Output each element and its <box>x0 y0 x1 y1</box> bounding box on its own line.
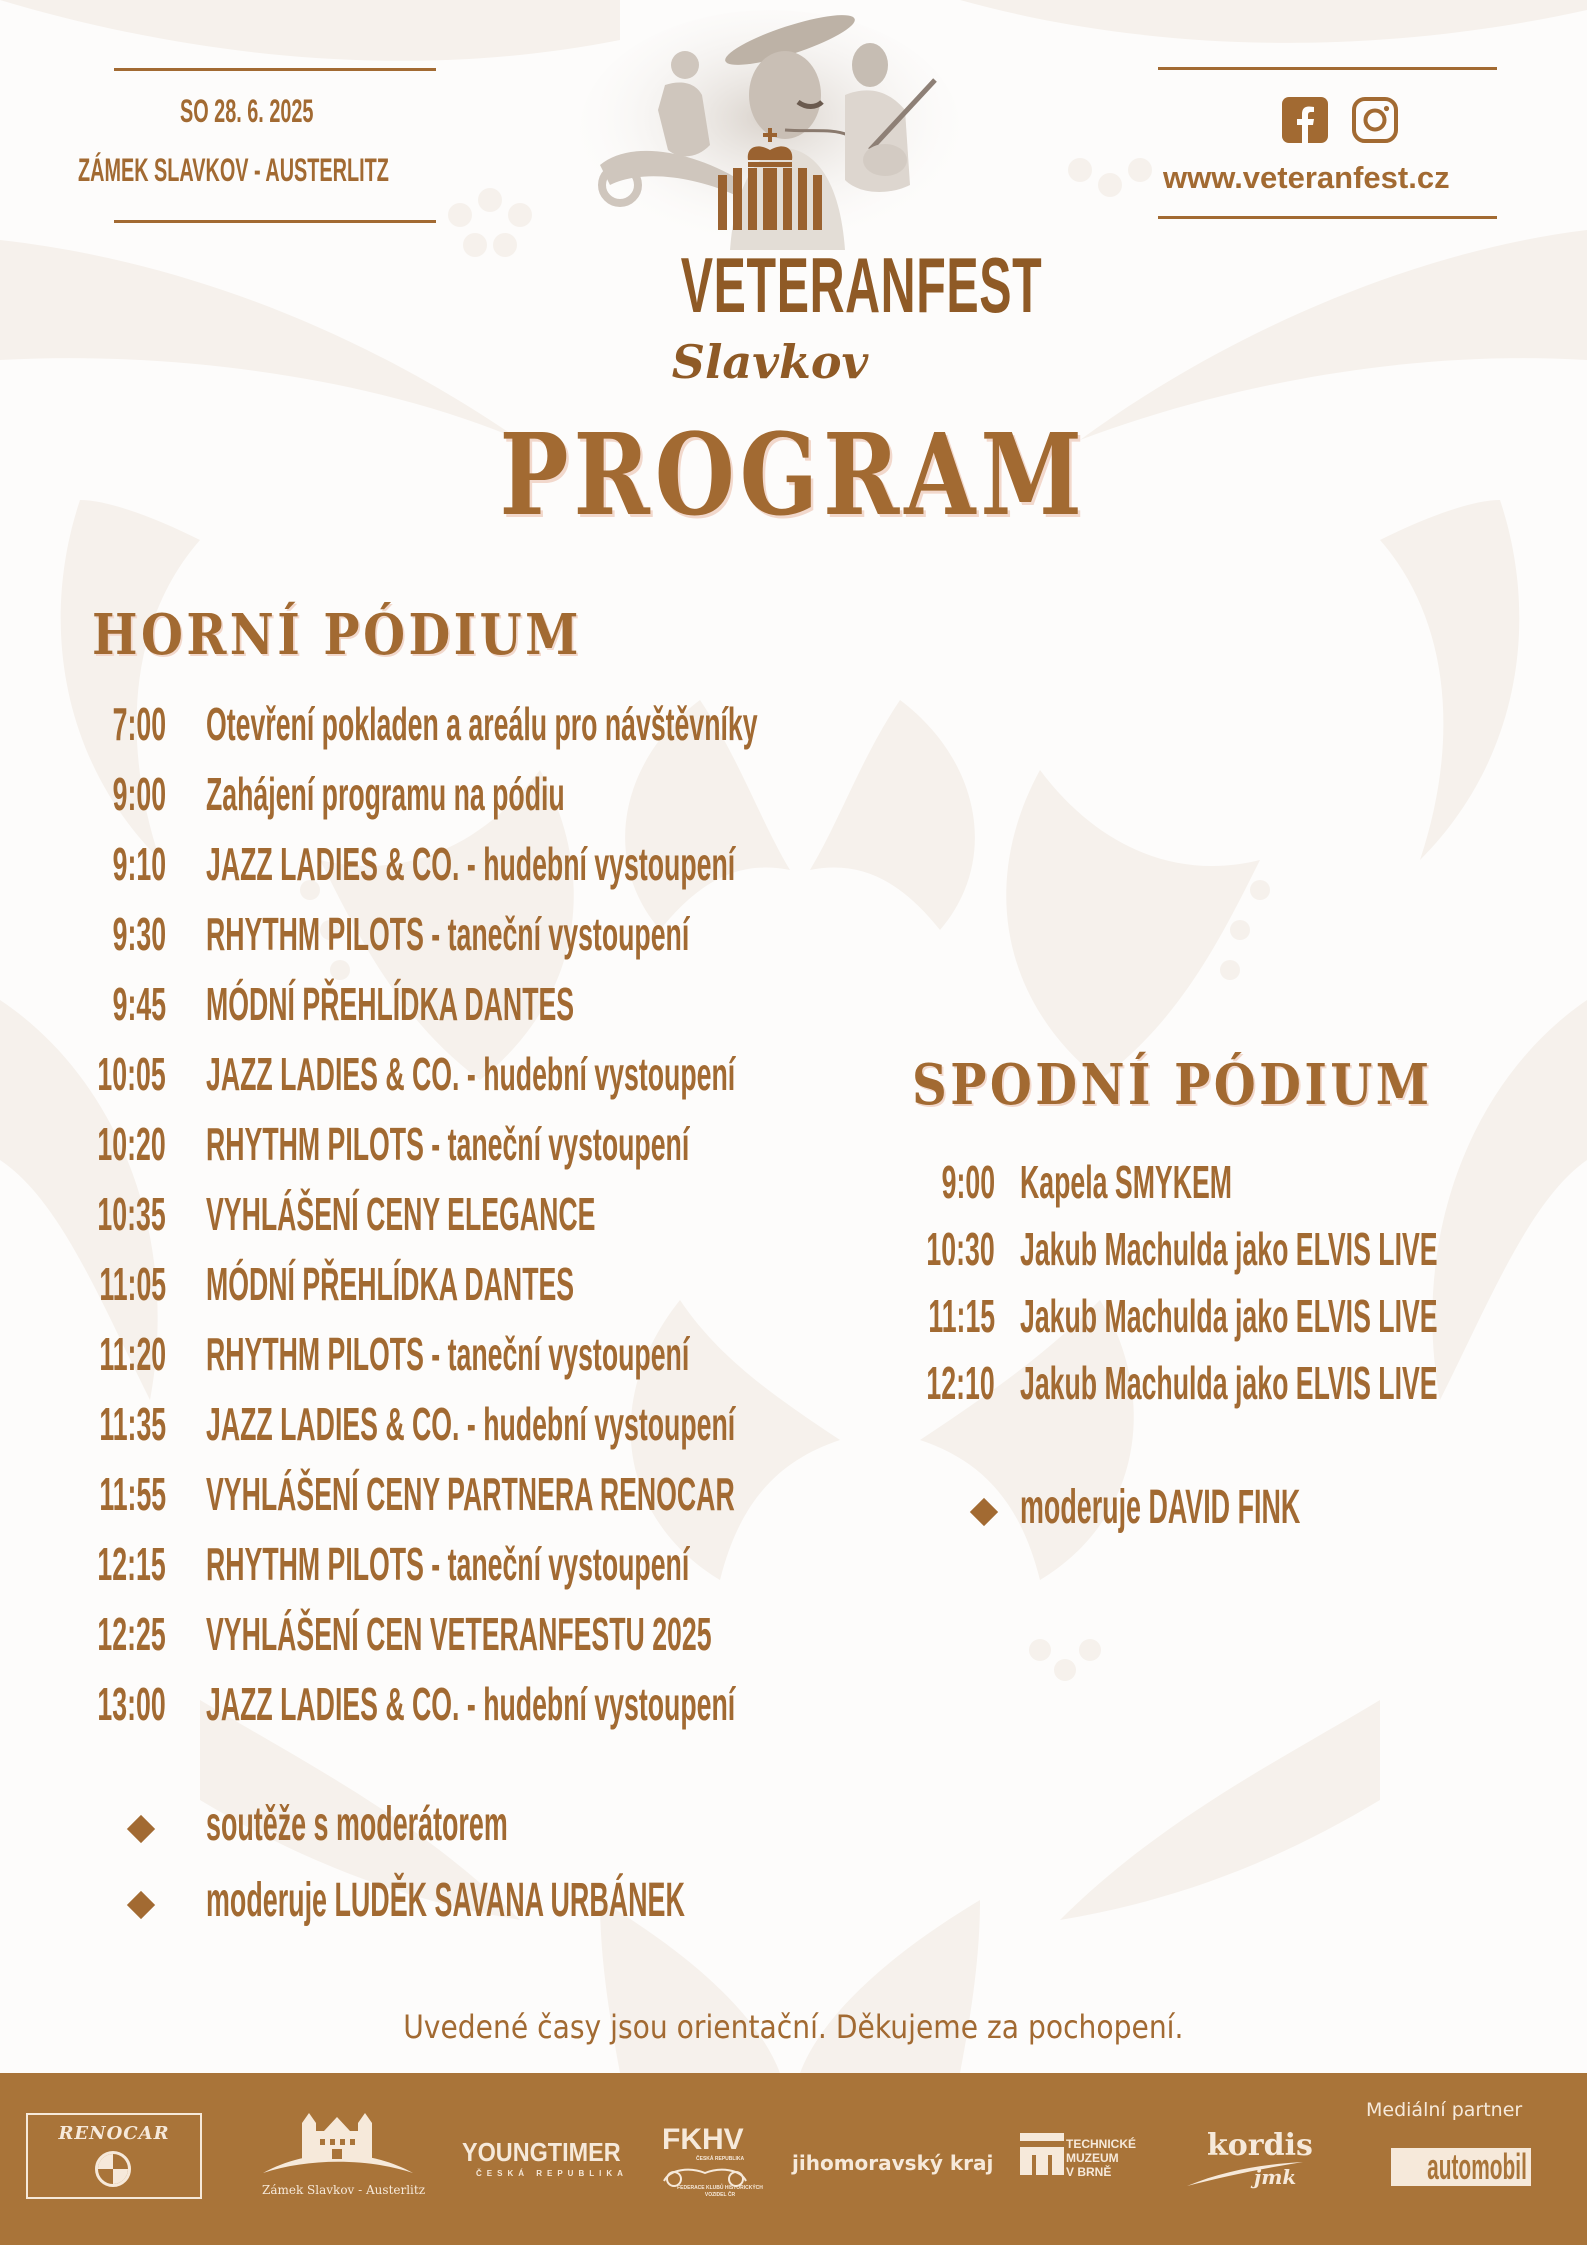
schedule-time: 10:35 <box>97 1188 166 1240</box>
event-description: - taneční vystoupení <box>423 1328 690 1380</box>
schedule-event: Jakub Machulda jako ELVIS LIVE <box>1020 1357 1438 1409</box>
schedule-time: 11:20 <box>99 1328 166 1380</box>
bmw-logo <box>95 2151 131 2187</box>
kordis-subtitle: jmk <box>1254 2165 1297 2189</box>
schedule-time: 10:05 <box>97 1048 166 1100</box>
event-name: RHYTHM PILOTS <box>206 1118 424 1170</box>
schedule-time: 13:00 <box>97 1678 166 1730</box>
schedule-time: 9:00 <box>941 1156 995 1208</box>
fkhv-subtitle: ČESKÁ REPUBLIKA <box>696 2156 745 2162</box>
schedule-time: 9:30 <box>112 908 166 960</box>
schedule-time: 10:30 <box>926 1223 995 1275</box>
schedule-time: 11:55 <box>99 1468 166 1520</box>
event-name: VYHLÁŠENÍ CEN VETERANFESTU 2025 <box>206 1608 712 1660</box>
diamond-bullet-icon <box>127 1891 155 1919</box>
note-bullet <box>0 1797 1587 1857</box>
fkhv-logo: FKHV <box>662 2123 744 2156</box>
jihomoravsky-kraj-logo: jihomoravský kraj <box>792 2151 994 2175</box>
technicke-muzeum-icon <box>1020 2133 1064 2175</box>
schedule-time: 7:00 <box>112 698 166 750</box>
automobil-logo: automobil <box>1391 2148 1531 2186</box>
tm-line: V BRNĚ <box>1066 2165 1112 2179</box>
instagram-icon[interactable] <box>1352 97 1400 145</box>
schedule-event <box>206 1677 735 1731</box>
note-prefix: soutěže s moderátorem <box>206 1798 508 1851</box>
veteranfest-logo <box>570 10 1043 390</box>
event-venue: ZÁMEK SLAVKOV - AUSTERLITZ <box>78 152 389 188</box>
divider-line <box>114 220 436 223</box>
schedule-time: 11:35 <box>99 1398 166 1450</box>
schedule-row <box>0 907 1587 963</box>
schedule-event <box>206 1047 735 1101</box>
event-description: - taneční vystoupení <box>423 908 690 960</box>
event-name: JAZZ LADIES & CO. <box>206 1398 460 1450</box>
schedule-time: 12:15 <box>97 1538 166 1590</box>
schedule-event <box>206 697 758 751</box>
classic-car-outline-icon <box>660 2159 750 2187</box>
schedule-row <box>0 1155 1587 1211</box>
renocar-label: RENOCAR <box>58 2123 170 2144</box>
moderator-name: DAVID FINK <box>1148 1481 1301 1534</box>
diamond-bullet-icon <box>970 1498 998 1526</box>
media-partner-label: Mediální partner <box>1366 2099 1523 2121</box>
event-name: JAZZ LADIES & CO. <box>206 1678 460 1730</box>
schedule-event: Jakub Machulda jako ELVIS LIVE <box>1020 1223 1438 1275</box>
schedule-time: 9:45 <box>112 978 166 1030</box>
zamek-slavkov-logo <box>258 2103 418 2183</box>
event-name: JAZZ LADIES & CO. <box>206 838 460 890</box>
event-name: MÓDNÍ PŘEHLÍDKA DANTES <box>206 978 575 1030</box>
event-description: - hudební vystoupení <box>459 1048 736 1100</box>
schedule-time: 11:15 <box>928 1290 995 1342</box>
schedule-row <box>0 1289 1587 1345</box>
note-bullet <box>0 1480 1587 1540</box>
schedule-row <box>0 837 1587 893</box>
fkhv-description: FEDERACE KLUBŮ HISTORICKÝCH VOZIDEL ČR <box>677 2185 763 2198</box>
sponsor-footer <box>0 2073 1587 2245</box>
schedule-row <box>0 1677 1587 1733</box>
note-bullet <box>0 1873 1587 1933</box>
tm-line: MUZEUM <box>1066 2151 1119 2165</box>
schedule-time: 10:20 <box>97 1118 166 1170</box>
website-link[interactable]: www.veteranfest.cz <box>1163 160 1450 195</box>
schedule-event <box>206 767 565 821</box>
event-name: VYHLÁŠENÍ CENY ELEGANCE <box>206 1188 596 1240</box>
schedule-row <box>0 697 1587 753</box>
event-description: - hudební vystoupení <box>459 1678 736 1730</box>
note-text <box>206 1797 508 1852</box>
event-name: RHYTHM PILOTS <box>206 1328 424 1380</box>
logo-artwork <box>570 10 970 250</box>
schedule-row <box>0 767 1587 823</box>
schedule-event <box>206 1607 712 1661</box>
schedule-event: Kapela SMYKEM <box>1020 1156 1233 1208</box>
schedule-event <box>206 1537 689 1591</box>
schedule-row <box>0 1356 1587 1412</box>
event-name: RHYTHM PILOTS <box>206 908 424 960</box>
facebook-icon[interactable] <box>1282 97 1330 145</box>
divider-line <box>114 68 436 71</box>
schedule-time: 9:00 <box>112 768 166 820</box>
event-description: Zahájení programu na pódiu <box>206 768 565 820</box>
youngtimer-subtitle: ČESKÁ REPUBLIKA <box>476 2169 628 2178</box>
lower-stage-title: SPODNÍ PÓDIUM <box>912 1052 1433 1118</box>
event-description: Otevření pokladen a areálu pro návštěvníky <box>206 698 758 750</box>
schedule-time: 9:10 <box>112 838 166 890</box>
kordis-logo: kordis <box>1207 2128 1313 2163</box>
schedule-row <box>0 1607 1587 1663</box>
event-name: MÓDNÍ PŘEHLÍDKA DANTES <box>206 1258 575 1310</box>
note-text <box>1020 1480 1300 1535</box>
schedule-time: 12:25 <box>97 1608 166 1660</box>
logo-title: VETERANFEST <box>680 241 1043 329</box>
tm-line: TECHNICKÉ <box>1066 2137 1137 2151</box>
event-description: - hudební vystoupení <box>459 838 736 890</box>
schedule-row <box>0 1537 1587 1593</box>
renocar-logo <box>26 2113 202 2199</box>
schedule-row <box>0 977 1587 1033</box>
upper-stage-title: HORNÍ PÓDIUM <box>92 602 582 668</box>
schedule-event <box>206 907 689 961</box>
event-description: - taneční vystoupení <box>423 1118 690 1170</box>
page-title: PROGRAM <box>499 410 1088 541</box>
schedule-time: 11:05 <box>99 1258 166 1310</box>
event-name: VYHLÁŠENÍ CENY PARTNERA RENOCAR <box>206 1468 735 1520</box>
logo-subtitle: Slavkov <box>671 335 869 389</box>
schedule-time: 12:10 <box>926 1357 995 1409</box>
disclaimer-note: Uvedené časy jsou orientační. Děkujeme za pochopení. <box>403 2008 1184 2046</box>
note-prefix: moderuje <box>206 1874 335 1927</box>
divider-line <box>1158 216 1497 219</box>
event-date: SO 28. 6. 2025 <box>180 93 314 129</box>
zamek-label: Zámek Slavkov - Austerlitz <box>262 2183 426 2197</box>
event-name: RHYTHM PILOTS <box>206 1538 424 1590</box>
note-text <box>206 1873 685 1928</box>
note-prefix: moderuje <box>1020 1481 1149 1534</box>
schedule-event: Jakub Machulda jako ELVIS LIVE <box>1020 1290 1438 1342</box>
moderator-name: LUDĚK SAVANA URBÁNEK <box>334 1874 685 1927</box>
event-name: JAZZ LADIES & CO. <box>206 1048 460 1100</box>
youngtimer-logo: YOUNGTIMER <box>462 2137 621 2167</box>
event-description: - hudební vystoupení <box>459 1398 736 1450</box>
divider-line <box>1158 67 1497 70</box>
schedule-event <box>206 837 735 891</box>
schedule-event <box>206 977 574 1031</box>
technicke-muzeum-label <box>1066 2137 1136 2179</box>
event-description: - taneční vystoupení <box>423 1538 690 1590</box>
diamond-bullet-icon <box>127 1815 155 1843</box>
schedule-row <box>0 1222 1587 1278</box>
